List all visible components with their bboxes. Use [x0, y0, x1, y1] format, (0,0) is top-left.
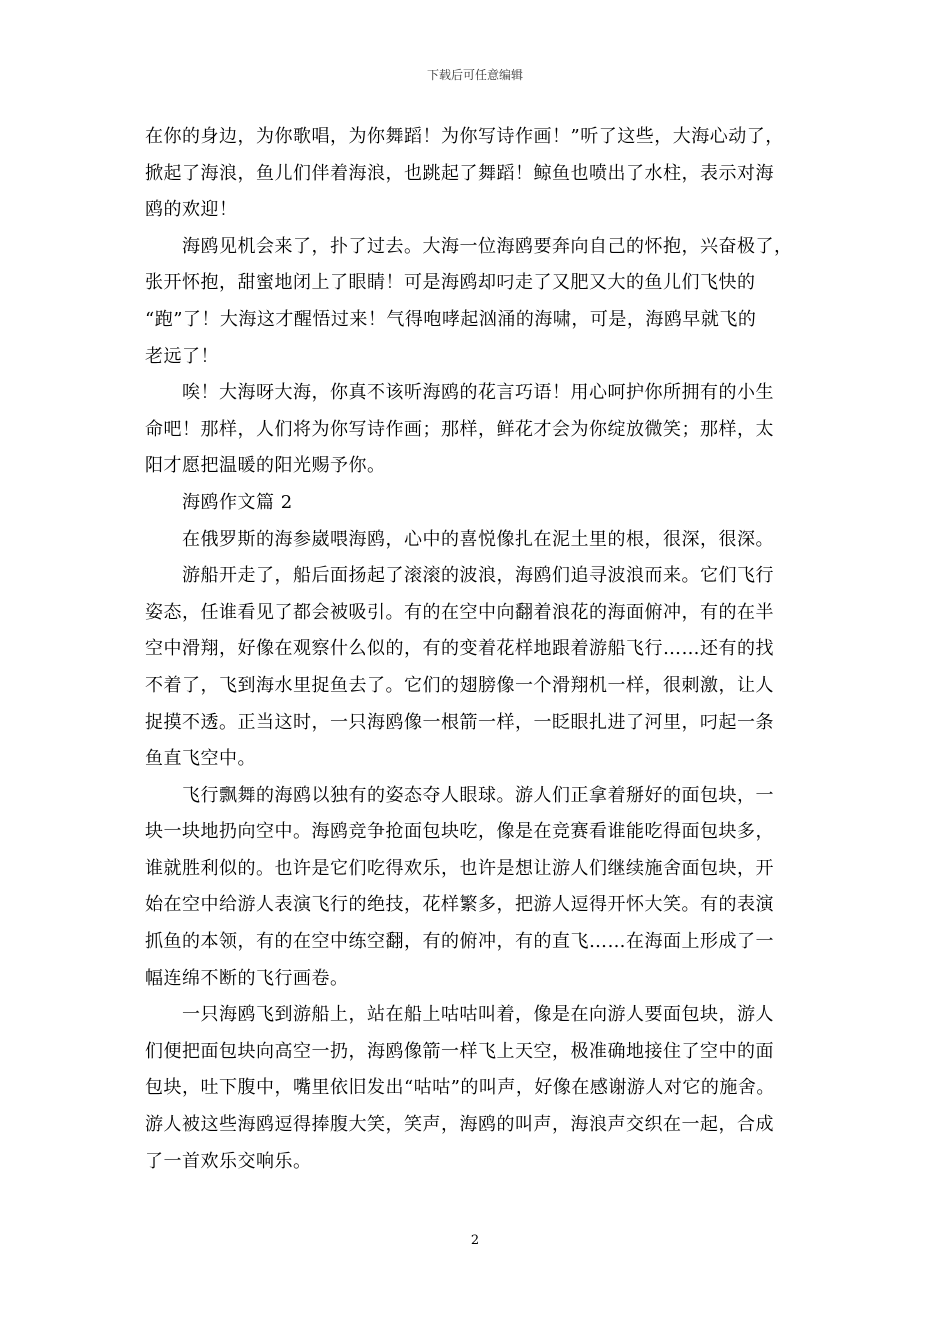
text-line: 掀起了海浪，鱼儿们伴着海浪，也跳起了舞蹈！鲸鱼也喷出了水柱，表示对海	[145, 162, 774, 184]
text-line: 们便把面包块向高空一扔，海鸥像箭一样飞上天空，极准确地接住了空中的面	[145, 1040, 774, 1062]
text-line: 飞行飘舞的海鸥以独有的姿态夺人眼球。游人们正拿着掰好的面包块，一	[182, 784, 774, 806]
text-line: 在你的身边，为你歌唱，为你舞蹈！为你写诗作画！”听了这些，大海心动了，	[145, 126, 784, 147]
section-heading: 海鸥作文篇 2	[182, 491, 293, 513]
text-line: 谁就胜利似的。也许是它们吃得欢乐，也许是想让游人们继续施舍面包块，开	[145, 857, 774, 879]
text-line: 一只海鸥飞到游船上，站在船上咕咕叫着，像是在向游人要面包块，游人	[182, 1004, 774, 1026]
text-line: “跑”了！大海这才醒悟过来！气得咆哮起汹涌的海啸，可是，海鸥早就飞的	[145, 308, 757, 330]
text-line: 在俄罗斯的海参崴喂海鸥，心中的喜悦像扎在泥土里的根，很深，很深。	[182, 528, 774, 550]
text-line: 老远了！	[145, 345, 219, 367]
text-line: 了一首欢乐交响乐。	[145, 1150, 312, 1172]
text-line: 捉摸不透。正当这时，一只海鸥像一根箭一样，一眨眼扎进了河里，叼起一条	[145, 711, 774, 733]
text-line: 包块，吐下腹中，嘴里依旧发出“咕咕”的叫声，好像在感谢游人对它的施舍。	[145, 1077, 775, 1099]
text-line: 鸥的欢迎！	[145, 199, 238, 221]
text-line: 海鸥见机会来了，扑了过去。大海一位海鸥要奔向自己的怀抱，兴奋极了，	[182, 235, 793, 257]
text-line: 块一块地扔向空中。海鸥竞争抢面包块吃，像是在竞赛看谁能吃得面包块多，	[145, 821, 774, 843]
page-number: 2	[470, 1233, 480, 1248]
text-line: 抓鱼的本领，有的在空中练空翻，有的俯冲，有的直飞……在海面上形成了一	[145, 931, 774, 953]
text-line: 张开怀抱，甜蜜地闭上了眼睛！可是海鸥却叼走了又肥又大的鱼儿们飞快的	[145, 272, 756, 294]
text-line: 幅连绵不断的飞行画卷。	[145, 967, 349, 989]
text-line: 命吧！那样，人们将为你写诗作画；那样，鲜花才会为你绽放微笑；那样，太	[145, 418, 774, 440]
text-line: 游船开走了，船后面扬起了滚滚的波浪，海鸥们追寻波浪而来。它们飞行	[182, 565, 774, 587]
page-header: 下载后可任意编辑	[426, 68, 523, 82]
text-line: 阳才愿把温暖的阳光赐予你。	[145, 455, 386, 477]
text-line: 空中滑翔，好像在观察什么似的，有的变着花样地跟着游船飞行……还有的找	[145, 638, 774, 660]
text-line: 鱼直飞空中。	[145, 748, 256, 770]
document-body	[145, 119, 811, 1180]
text-line: 不着了，飞到海水里捉鱼去了。它们的翅膀像一个滑翔机一样，很刺激，让人	[145, 674, 774, 696]
text-line: 姿态，任谁看见了都会被吸引。有的在空中向翻着浪花的海面俯冲，有的在半	[145, 601, 774, 623]
text-line: 始在空中给游人表演飞行的绝技，花样繁多，把游人逗得开怀大笑。有的表演	[145, 894, 774, 916]
text-line: 唉！大海呀大海，你真不该听海鸥的花言巧语！用心呵护你所拥有的小生	[182, 382, 774, 404]
text-line: 游人被这些海鸥逗得捧腹大笑，笑声，海鸥的叫声，海浪声交织在一起，合成	[145, 1114, 774, 1136]
